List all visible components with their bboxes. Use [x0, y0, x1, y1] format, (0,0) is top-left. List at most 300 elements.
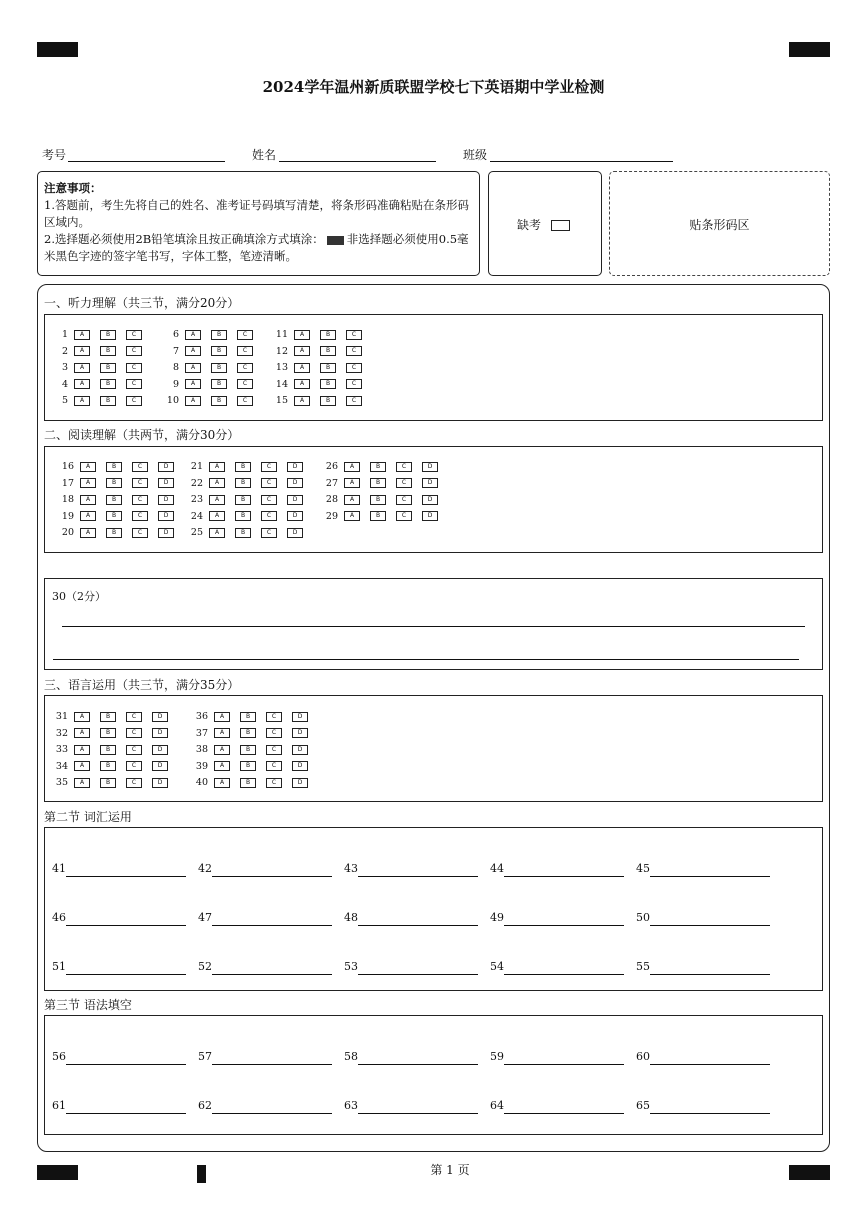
answer-line[interactable] — [504, 1113, 624, 1114]
class-field[interactable] — [490, 161, 673, 162]
answer-bubble[interactable]: B — [211, 363, 227, 373]
answer-line[interactable] — [66, 974, 186, 975]
blank-number: 64 — [490, 1099, 504, 1112]
question-row — [190, 761, 318, 773]
barcode-area — [609, 171, 830, 276]
blank-number: 50 — [636, 911, 650, 924]
absent-box — [488, 171, 602, 276]
blank-number: 55 — [636, 960, 650, 973]
question-row — [56, 478, 184, 490]
fill-blank — [490, 960, 504, 973]
page-title: 2024学年温州新质联盟学校七下英语期中学业检测 — [262, 78, 605, 96]
q30-box — [44, 578, 823, 670]
answer-bubble[interactable]: C — [396, 495, 412, 505]
answer-bubble[interactable]: B — [106, 495, 122, 505]
answer-bubble[interactable]: A — [209, 462, 225, 472]
notice-line-2: 2.选择题必须使用2B铅笔填涂且按正确填涂方式填涂： 非选择题必须使用0.5毫米黑色字迹的签字笔书写，字体工整，笔迹清晰。 — [44, 232, 469, 263]
fill-blank — [344, 911, 358, 924]
answer-bubble[interactable]: B — [211, 379, 227, 389]
answer-bubble[interactable]: C — [126, 761, 142, 771]
question-number: 35 — [55, 777, 68, 788]
question-number: 3 — [61, 362, 68, 373]
question-row — [270, 395, 372, 407]
question-row — [50, 395, 152, 407]
answer-bubble[interactable]: C — [126, 778, 142, 788]
blank-number: 59 — [490, 1050, 504, 1063]
answer-bubble[interactable]: A — [294, 379, 310, 389]
name-field[interactable] — [279, 161, 436, 162]
question-number: 29 — [325, 510, 338, 522]
answer-bubble[interactable]: B — [370, 462, 386, 472]
answer-bubble[interactable]: B — [100, 712, 116, 722]
question-number: 17 — [61, 477, 74, 489]
answer-bubble[interactable]: D — [152, 745, 168, 755]
answer-bubble[interactable]: C — [237, 379, 253, 389]
answer-bubble[interactable]: D — [287, 511, 303, 521]
question-number: 22 — [190, 477, 203, 489]
answer-bubble[interactable]: C — [396, 478, 412, 488]
answer-line[interactable] — [212, 1064, 332, 1065]
blank-number: 65 — [636, 1099, 650, 1112]
answer-bubble[interactable]: B — [106, 478, 122, 488]
section-3-3-title: 第三节 语法填空 — [44, 998, 132, 1012]
question-number: 39 — [195, 760, 208, 772]
answer-bubble[interactable]: D — [422, 462, 438, 472]
answer-bubble[interactable]: B — [240, 745, 256, 755]
question-number: 34 — [55, 760, 68, 772]
question-row — [161, 362, 263, 374]
page-footer: 第 1 页 — [430, 1163, 470, 1177]
answer-line[interactable] — [358, 925, 478, 926]
question-row — [320, 511, 448, 523]
question-row — [50, 744, 178, 756]
answer-bubble[interactable]: A — [294, 330, 310, 340]
answer-bubble[interactable]: B — [320, 330, 336, 340]
fill-blank — [344, 862, 358, 875]
question-row — [190, 744, 318, 756]
answer-bubble[interactable]: B — [100, 728, 116, 738]
answer-bubble[interactable]: A — [185, 330, 201, 340]
answer-bubble[interactable]: A — [214, 761, 230, 771]
answer-bubble[interactable]: B — [100, 761, 116, 771]
answer-bubble[interactable]: A — [74, 346, 90, 356]
answer-bubble[interactable]: C — [396, 462, 412, 472]
blank-number: 58 — [344, 1050, 358, 1063]
answer-bubble[interactable]: C — [261, 511, 277, 521]
answer-bubble[interactable]: A — [74, 728, 90, 738]
answer-bubble[interactable]: C — [266, 745, 282, 755]
fill-blank — [636, 1099, 650, 1112]
answer-bubble[interactable]: C — [126, 330, 142, 340]
exam-no-label: 考号 — [42, 148, 67, 162]
question-number: 7 — [172, 345, 179, 357]
answer-bubble[interactable]: D — [158, 511, 174, 521]
question-number: 11 — [275, 329, 288, 340]
answer-bubble[interactable]: D — [158, 462, 174, 472]
answer-line[interactable] — [212, 876, 332, 877]
answer-bubble[interactable]: A — [214, 712, 230, 722]
answer-bubble[interactable]: D — [287, 462, 303, 472]
answer-bubble[interactable]: A — [294, 396, 310, 406]
notice-box — [37, 171, 480, 276]
question-row — [270, 379, 372, 391]
fill-blank — [344, 1050, 358, 1063]
answer-bubble[interactable]: A — [185, 396, 201, 406]
fill-blank — [490, 862, 504, 875]
question-number: 36 — [195, 711, 208, 722]
question-number: 37 — [195, 727, 208, 739]
answer-line[interactable] — [358, 974, 478, 975]
answer-bubble[interactable]: B — [235, 495, 251, 505]
answer-bubble[interactable]: D — [287, 528, 303, 538]
question-number: 9 — [172, 378, 179, 390]
answer-bubble[interactable]: A — [344, 511, 360, 521]
answer-bubble[interactable]: B — [211, 346, 227, 356]
question-number: 32 — [55, 727, 68, 739]
answer-bubble[interactable]: D — [158, 495, 174, 505]
question-row — [190, 728, 318, 740]
answer-bubble[interactable]: B — [320, 379, 336, 389]
blank-number: 52 — [198, 960, 212, 973]
answer-bubble[interactable]: C — [126, 712, 142, 722]
answer-bubble[interactable]: D — [292, 761, 308, 771]
question-number: 23 — [190, 494, 203, 505]
question-row — [185, 461, 313, 473]
answer-line[interactable] — [504, 925, 624, 926]
answer-line[interactable] — [504, 876, 624, 877]
answer-bubble[interactable]: A — [74, 745, 90, 755]
q30-line-1[interactable] — [62, 626, 805, 627]
answer-bubble[interactable]: B — [100, 346, 116, 356]
answer-bubble[interactable]: C — [132, 528, 148, 538]
answer-bubble[interactable]: C — [126, 745, 142, 755]
answer-bubble[interactable]: A — [294, 346, 310, 356]
question-row — [270, 329, 372, 341]
answer-bubble[interactable]: D — [152, 728, 168, 738]
answer-bubble[interactable]: C — [261, 462, 277, 472]
answer-line[interactable] — [358, 1064, 478, 1065]
answer-bubble[interactable]: B — [100, 396, 116, 406]
answer-bubble[interactable]: C — [266, 712, 282, 722]
answer-bubble[interactable]: B — [106, 528, 122, 538]
corner-mark-top-right — [789, 42, 830, 57]
question-row — [50, 728, 178, 740]
fill-blank — [52, 960, 66, 973]
answer-bubble[interactable]: A — [74, 330, 90, 340]
answer-bubble[interactable]: D — [292, 745, 308, 755]
question-row — [50, 346, 152, 358]
answer-bubble[interactable]: C — [126, 363, 142, 373]
answer-bubble[interactable]: C — [132, 495, 148, 505]
answer-bubble[interactable]: D — [292, 712, 308, 722]
answer-bubble[interactable]: C — [266, 728, 282, 738]
answer-bubble[interactable]: B — [235, 478, 251, 488]
answer-bubble[interactable]: B — [100, 379, 116, 389]
question-number: 40 — [195, 777, 208, 788]
absent-row — [517, 216, 570, 233]
answer-bubble[interactable]: D — [287, 478, 303, 488]
question-row — [161, 379, 263, 391]
blank-number: 57 — [198, 1050, 212, 1063]
question-row — [50, 711, 178, 723]
answer-line[interactable] — [212, 925, 332, 926]
answer-bubble[interactable]: B — [100, 745, 116, 755]
blank-number: 44 — [490, 862, 504, 875]
answer-bubble[interactable]: A — [185, 346, 201, 356]
answer-bubble[interactable]: B — [211, 330, 227, 340]
question-row — [185, 511, 313, 523]
answer-bubble[interactable]: D — [422, 495, 438, 505]
question-row — [50, 362, 152, 374]
filled-sample-icon — [327, 236, 344, 245]
answer-bubble[interactable]: A — [185, 363, 201, 373]
answer-bubble[interactable]: A — [80, 511, 96, 521]
answer-bubble[interactable]: B — [240, 712, 256, 722]
answer-bubble[interactable]: C — [346, 346, 362, 356]
answer-bubble[interactable]: A — [74, 761, 90, 771]
answer-bubble[interactable]: A — [74, 379, 90, 389]
answer-bubble[interactable]: C — [132, 462, 148, 472]
question-row — [56, 494, 184, 506]
name-label: 姓名 — [252, 148, 277, 162]
answer-bubble[interactable]: A — [80, 528, 96, 538]
answer-bubble[interactable]: D — [292, 728, 308, 738]
answer-bubble[interactable]: D — [152, 712, 168, 722]
blank-number: 61 — [52, 1099, 66, 1112]
answer-bubble[interactable]: B — [235, 528, 251, 538]
answer-line[interactable] — [504, 1064, 624, 1065]
answer-bubble[interactable]: B — [211, 396, 227, 406]
answer-bubble[interactable]: D — [158, 528, 174, 538]
q30-label: 30（2分） — [52, 590, 106, 603]
answer-bubble[interactable]: A — [209, 495, 225, 505]
answer-bubble[interactable]: D — [152, 761, 168, 771]
answer-line[interactable] — [650, 876, 770, 877]
answer-bubble[interactable]: A — [80, 462, 96, 472]
answer-bubble[interactable]: A — [209, 478, 225, 488]
answer-bubble[interactable]: C — [346, 363, 362, 373]
fill-blank — [198, 1050, 212, 1063]
question-number: 2 — [61, 345, 68, 357]
fill-blank — [490, 911, 504, 924]
question-row — [56, 511, 184, 523]
question-number: 10 — [166, 395, 179, 406]
answer-bubble[interactable]: A — [344, 495, 360, 505]
fill-blank — [636, 1050, 650, 1063]
exam-no-field[interactable] — [68, 161, 225, 162]
answer-bubble[interactable]: C — [346, 396, 362, 406]
answer-bubble[interactable]: C — [261, 495, 277, 505]
question-number: 18 — [61, 494, 74, 505]
answer-bubble[interactable]: C — [237, 330, 253, 340]
question-row — [270, 362, 372, 374]
answer-bubble[interactable]: C — [126, 728, 142, 738]
answer-bubble[interactable]: B — [100, 778, 116, 788]
answer-bubble[interactable]: B — [235, 511, 251, 521]
answer-bubble[interactable]: C — [237, 396, 253, 406]
question-number: 33 — [55, 744, 68, 755]
question-number: 5 — [61, 395, 68, 406]
answer-bubble[interactable]: D — [292, 778, 308, 788]
section-1-title: 一、听力理解（共三节，满分20分） — [44, 296, 240, 310]
blank-number: 56 — [52, 1050, 66, 1063]
question-row — [185, 527, 313, 539]
answer-bubble[interactable]: A — [344, 462, 360, 472]
q30-line-2[interactable] — [53, 659, 799, 660]
answer-bubble[interactable]: A — [214, 745, 230, 755]
question-row — [50, 777, 178, 789]
answer-line[interactable] — [650, 925, 770, 926]
question-row — [320, 494, 448, 506]
question-row — [185, 478, 313, 490]
answer-line[interactable] — [66, 925, 186, 926]
question-number: 28 — [325, 494, 338, 505]
fill-blank — [636, 862, 650, 875]
answer-bubble[interactable]: B — [370, 495, 386, 505]
answer-bubble[interactable]: B — [106, 462, 122, 472]
fill-blank — [636, 911, 650, 924]
answer-bubble[interactable]: D — [287, 495, 303, 505]
question-row — [161, 395, 263, 407]
blank-number: 62 — [198, 1099, 212, 1112]
barcode-label: 贴条形码区 — [689, 218, 750, 232]
answer-bubble[interactable]: C — [237, 363, 253, 373]
answer-bubble[interactable]: C — [266, 761, 282, 771]
answer-bubble[interactable]: A — [80, 478, 96, 488]
answer-line[interactable] — [650, 974, 770, 975]
answer-bubble[interactable]: B — [240, 761, 256, 771]
answer-bubble[interactable]: A — [74, 712, 90, 722]
answer-bubble[interactable]: C — [396, 511, 412, 521]
blank-number: 47 — [198, 911, 212, 924]
answer-bubble[interactable]: C — [126, 396, 142, 406]
answer-bubble[interactable]: B — [320, 363, 336, 373]
fill-blank — [490, 1099, 504, 1112]
answer-line[interactable] — [66, 876, 186, 877]
blank-number: 41 — [52, 862, 66, 875]
answer-bubble[interactable]: B — [320, 346, 336, 356]
question-number: 16 — [61, 461, 74, 472]
answer-bubble[interactable]: A — [214, 728, 230, 738]
fill-blank — [198, 960, 212, 973]
answer-bubble[interactable]: D — [422, 511, 438, 521]
blank-number: 43 — [344, 862, 358, 875]
answer-bubble[interactable]: A — [214, 778, 230, 788]
answer-bubble[interactable]: D — [152, 778, 168, 788]
question-row — [320, 461, 448, 473]
answer-line[interactable] — [358, 1113, 478, 1114]
question-number: 38 — [195, 744, 208, 755]
question-row — [185, 494, 313, 506]
answer-bubble[interactable]: C — [261, 478, 277, 488]
question-number: 26 — [325, 461, 338, 472]
answer-bubble[interactable]: A — [74, 363, 90, 373]
answer-bubble[interactable]: C — [266, 778, 282, 788]
section-2-title: 二、阅读理解（共两节，满分30分） — [44, 428, 240, 442]
answer-bubble[interactable]: B — [100, 363, 116, 373]
answer-bubble[interactable]: B — [370, 511, 386, 521]
answer-bubble[interactable]: D — [422, 478, 438, 488]
absent-checkbox[interactable] — [551, 220, 570, 231]
answer-bubble[interactable]: B — [106, 511, 122, 521]
answer-bubble[interactable]: C — [346, 379, 362, 389]
question-row — [190, 711, 318, 723]
answer-line[interactable] — [66, 1113, 186, 1114]
answer-bubble[interactable]: C — [261, 528, 277, 538]
fill-blank — [198, 1099, 212, 1112]
blank-number: 45 — [636, 862, 650, 875]
answer-line[interactable] — [650, 1113, 770, 1114]
question-number: 24 — [190, 510, 203, 522]
blank-number: 42 — [198, 862, 212, 875]
answer-bubble[interactable]: D — [158, 478, 174, 488]
blank-number: 49 — [490, 911, 504, 924]
section-3-title: 三、语言运用（共三节，满分35分） — [44, 678, 240, 692]
answer-line[interactable] — [212, 974, 332, 975]
question-row — [50, 379, 152, 391]
question-number: 14 — [275, 378, 288, 390]
answer-bubble[interactable]: A — [294, 363, 310, 373]
answer-bubble[interactable]: A — [209, 528, 225, 538]
answer-bubble[interactable]: B — [240, 728, 256, 738]
answer-line[interactable] — [212, 1113, 332, 1114]
question-number: 21 — [190, 461, 203, 472]
question-row — [50, 329, 152, 341]
answer-bubble[interactable]: A — [185, 379, 201, 389]
blank-number: 54 — [490, 960, 504, 973]
section-3-2-title: 第二节 词汇运用 — [44, 810, 132, 824]
answer-bubble[interactable]: A — [74, 778, 90, 788]
notice-heading: 注意事项： — [44, 181, 102, 195]
answer-bubble[interactable]: B — [100, 330, 116, 340]
answer-bubble[interactable]: C — [126, 379, 142, 389]
vocab-box — [44, 827, 823, 991]
answer-bubble[interactable]: A — [74, 396, 90, 406]
answer-bubble[interactable]: C — [237, 346, 253, 356]
question-number: 13 — [275, 362, 288, 373]
blank-number: 63 — [344, 1099, 358, 1112]
question-number: 15 — [275, 395, 288, 406]
answer-bubble[interactable]: A — [80, 495, 96, 505]
answer-bubble[interactable]: A — [209, 511, 225, 521]
answer-bubble[interactable]: C — [132, 478, 148, 488]
blank-number: 60 — [636, 1050, 650, 1063]
fill-blank — [52, 911, 66, 924]
fill-blank — [636, 960, 650, 973]
answer-bubble[interactable]: B — [320, 396, 336, 406]
fill-blank — [344, 1099, 358, 1112]
fill-blank — [198, 911, 212, 924]
answer-line[interactable] — [504, 974, 624, 975]
question-row — [50, 761, 178, 773]
answer-bubble[interactable]: C — [132, 511, 148, 521]
answer-bubble[interactable]: C — [126, 346, 142, 356]
answer-bubble[interactable]: B — [240, 778, 256, 788]
blank-number: 48 — [344, 911, 358, 924]
answer-bubble[interactable]: B — [235, 462, 251, 472]
question-row — [161, 346, 263, 358]
answer-line[interactable] — [358, 876, 478, 877]
answer-line[interactable] — [650, 1064, 770, 1065]
question-row — [270, 346, 372, 358]
fill-blank — [52, 1099, 66, 1112]
absent-label: 缺考 — [517, 218, 542, 232]
blank-number: 51 — [52, 960, 66, 973]
answer-bubble[interactable]: B — [370, 478, 386, 488]
answer-bubble[interactable]: A — [344, 478, 360, 488]
answer-bubble[interactable]: C — [346, 330, 362, 340]
answer-line[interactable] — [66, 1064, 186, 1065]
